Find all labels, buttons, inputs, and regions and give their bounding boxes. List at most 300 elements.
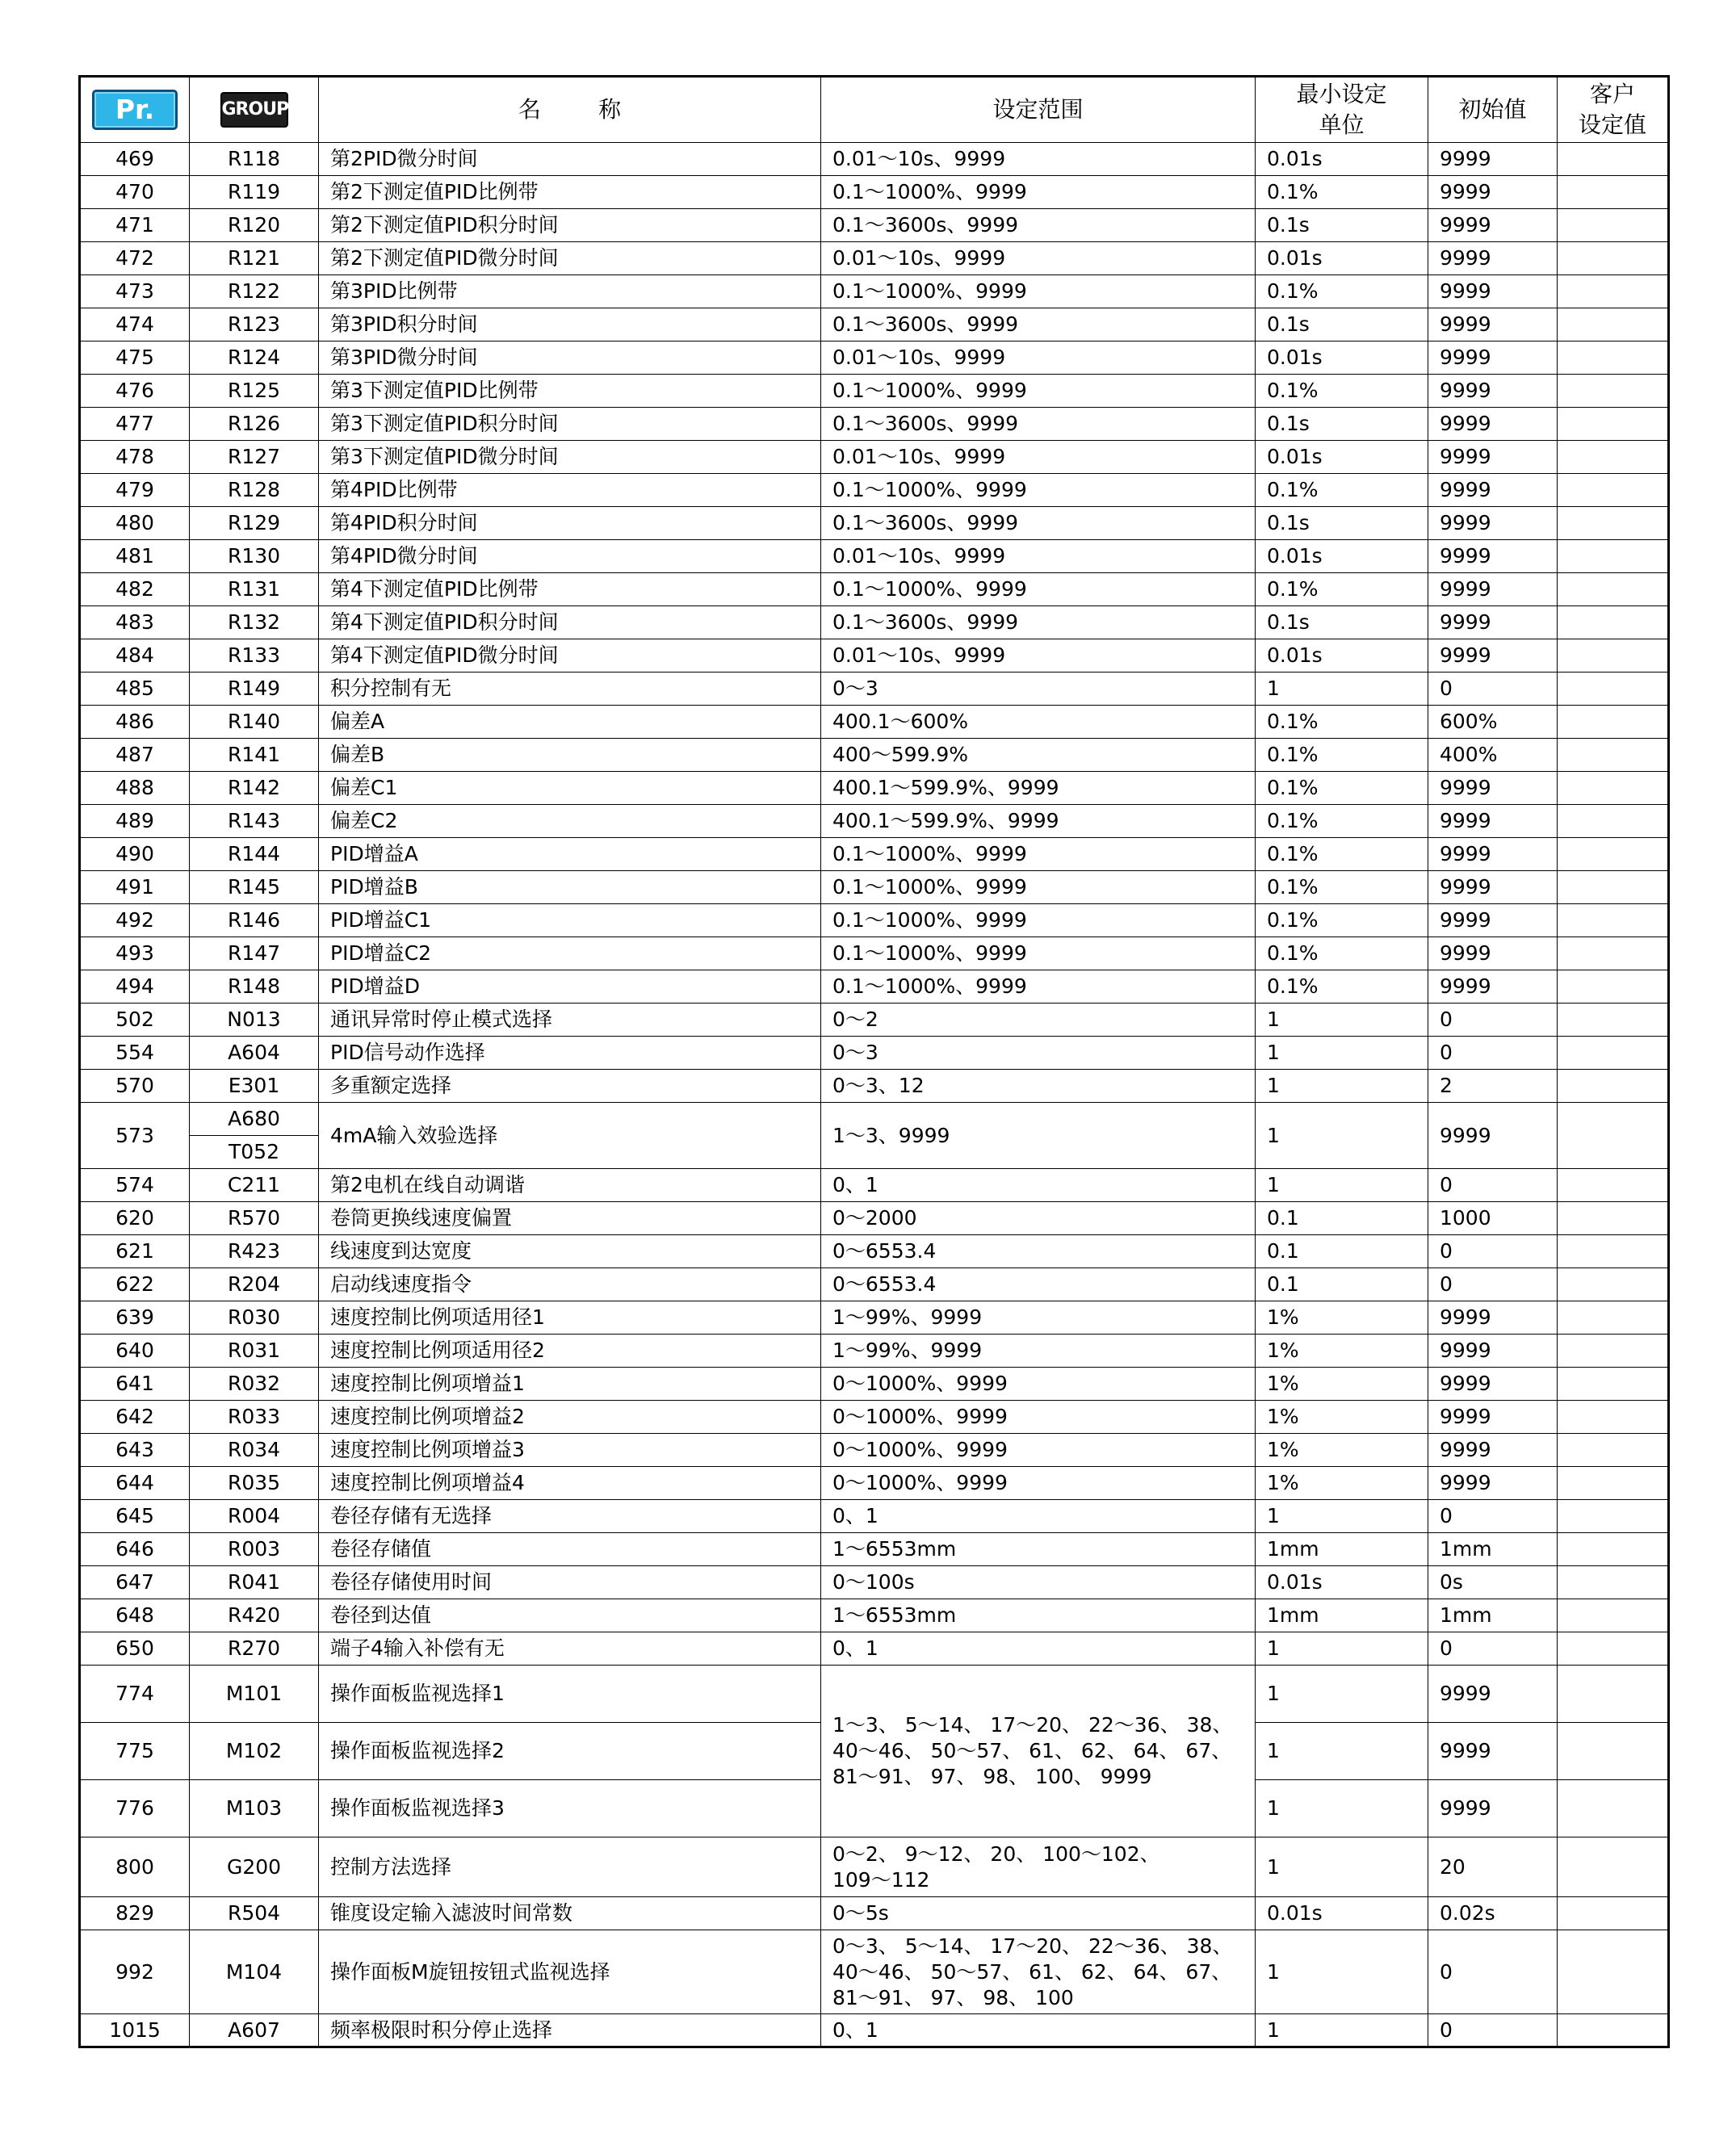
range-cell: 0.1～3600s、9999 xyxy=(821,308,1256,342)
range-cell: 400.1～599.9%、9999 xyxy=(821,772,1256,805)
min-unit-cell: 1 xyxy=(1256,2014,1428,2047)
range-cell: 0～3 xyxy=(821,673,1256,706)
pr-number-cell: 476 xyxy=(80,375,190,408)
customer-value-cell xyxy=(1558,1037,1669,1070)
initial-value-cell: 9999 xyxy=(1428,772,1558,805)
pr-number-cell: 482 xyxy=(80,573,190,606)
group-code-cell: R420 xyxy=(190,1599,319,1632)
group-code-cell: N013 xyxy=(190,1004,319,1037)
name-cell: 第4下测定值PID积分时间 xyxy=(319,606,821,639)
initial-value-cell: 0 xyxy=(1428,2014,1558,2047)
customer-value-cell xyxy=(1558,772,1669,805)
table-row xyxy=(80,1434,1669,1467)
range-line: 0～2、 9～12、 20、 100～102、 xyxy=(832,1842,1160,1866)
range-line: 40～46、 50～57、 61、 62、 64、 67、 xyxy=(832,1959,1232,1984)
table-row xyxy=(80,1930,1669,2014)
group-code-cell: R204 xyxy=(190,1268,319,1301)
name-cell: PID增益B xyxy=(319,871,821,904)
range-cell: 0.1～1000%、9999 xyxy=(821,904,1256,937)
name-cell: PID增益A xyxy=(319,838,821,871)
min-unit-cell: 1 xyxy=(1256,1780,1428,1837)
group-code-cell: R142 xyxy=(190,772,319,805)
range-cell: 0.1～1000%、9999 xyxy=(821,275,1256,308)
min-unit-cell: 0.1s xyxy=(1256,408,1428,441)
table-row xyxy=(80,1004,1669,1037)
min-unit-cell: 1 xyxy=(1256,1837,1428,1897)
range-cell: 0～1000%、9999 xyxy=(821,1368,1256,1401)
min-unit-cell: 1% xyxy=(1256,1434,1428,1467)
customer-value-cell xyxy=(1558,1202,1669,1235)
customer-value-cell xyxy=(1558,242,1669,275)
table-row xyxy=(80,838,1669,871)
customer-value-cell xyxy=(1558,1599,1669,1632)
min-unit-cell: 0.01s xyxy=(1256,639,1428,673)
pr-badge: Pr. xyxy=(92,90,178,130)
initial-value-cell: 0 xyxy=(1428,1004,1558,1037)
name-cell: 第2下测定值PID微分时间 xyxy=(319,242,821,275)
initial-value-cell: 9999 xyxy=(1428,871,1558,904)
customer-value-cell xyxy=(1558,176,1669,209)
group-code-cell: R504 xyxy=(190,1897,319,1930)
range-cell: 0～6553.4 xyxy=(821,1268,1256,1301)
min-unit-cell: 1% xyxy=(1256,1301,1428,1335)
name-cell: 第4PID比例带 xyxy=(319,474,821,507)
pr-number-cell: 475 xyxy=(80,342,190,375)
pr-number-cell: 641 xyxy=(80,1368,190,1401)
initial-value-cell: 9999 xyxy=(1428,1434,1558,1467)
min-unit-cell: 0.1% xyxy=(1256,474,1428,507)
pr-number-cell: 573 xyxy=(80,1103,190,1169)
pr-number-cell: 622 xyxy=(80,1268,190,1301)
customer-value-cell xyxy=(1558,1930,1669,2014)
customer-value-cell xyxy=(1558,441,1669,474)
min-unit-cell: 0.1s xyxy=(1256,606,1428,639)
name-cell: 积分控制有无 xyxy=(319,673,821,706)
table-row xyxy=(80,1037,1669,1070)
group-code-cell: R030 xyxy=(190,1301,319,1335)
group-code-cell: R034 xyxy=(190,1434,319,1467)
group-code-cell: R148 xyxy=(190,970,319,1004)
min-unit-cell: 0.1% xyxy=(1256,970,1428,1004)
min-unit-cell: 1 xyxy=(1256,1930,1428,2014)
range-cell: 0、1 xyxy=(821,1500,1256,1533)
min-unit-cell: 0.1% xyxy=(1256,275,1428,308)
range-cell: 400.1～599.9%、9999 xyxy=(821,805,1256,838)
min-unit-cell: 1 xyxy=(1256,1037,1428,1070)
range-cell: 0～3 xyxy=(821,1037,1256,1070)
initial-value-cell: 400% xyxy=(1428,739,1558,772)
range-cell: 0.1～1000%、9999 xyxy=(821,375,1256,408)
customer-value-cell xyxy=(1558,1301,1669,1335)
range-line: 1～3、 5～14、 17～20、 22～36、 38、 xyxy=(832,1713,1233,1737)
group-code-cell: R147 xyxy=(190,937,319,970)
name-cell: 锥度设定输入滤波时间常数 xyxy=(319,1897,821,1930)
initial-value-cell: 0 xyxy=(1428,1169,1558,1202)
min-unit-cell: 1% xyxy=(1256,1368,1428,1401)
pr-number-cell: 485 xyxy=(80,673,190,706)
customer-value-cell xyxy=(1558,408,1669,441)
group-code-cell: R146 xyxy=(190,904,319,937)
name-cell: 端子4输入补偿有无 xyxy=(319,1632,821,1666)
table-row xyxy=(80,606,1669,639)
customer-value-cell xyxy=(1558,739,1669,772)
range-cell: 1～6553mm xyxy=(821,1599,1256,1632)
pr-number-cell: 992 xyxy=(80,1930,190,2014)
customer-value-cell xyxy=(1558,1837,1669,1897)
range-cell: 400.1～600% xyxy=(821,706,1256,739)
table-row xyxy=(80,1103,1669,1136)
name-cell: 第2电机在线自动调谐 xyxy=(319,1169,821,1202)
range-cell: 0～1000%、9999 xyxy=(821,1467,1256,1500)
name-cell: 第2下测定值PID比例带 xyxy=(319,176,821,209)
group-code-cell: R003 xyxy=(190,1533,319,1566)
range-cell: 0～2000 xyxy=(821,1202,1256,1235)
pr-number-cell: 471 xyxy=(80,209,190,242)
customer-value-cell xyxy=(1558,1103,1669,1169)
range-line: 81～91、 97、 98、 100 xyxy=(832,1985,1074,2009)
min-unit-cell: 1% xyxy=(1256,1401,1428,1434)
initial-value-cell: 9999 xyxy=(1428,1103,1558,1169)
min-unit-cell: 0.01s xyxy=(1256,441,1428,474)
name-cell: 操作面板监视选择1 xyxy=(319,1666,821,1723)
min-unit-cell: 0.1% xyxy=(1256,375,1428,408)
customer-value-cell xyxy=(1558,308,1669,342)
initial-value-cell: 9999 xyxy=(1428,474,1558,507)
initial-value-cell: 9999 xyxy=(1428,606,1558,639)
customer-value-cell xyxy=(1558,1169,1669,1202)
initial-value-cell: 0s xyxy=(1428,1566,1558,1599)
name-cell: 第3下测定值PID微分时间 xyxy=(319,441,821,474)
range-cell: 1～3、9999 xyxy=(821,1103,1256,1169)
initial-value-cell: 9999 xyxy=(1428,242,1558,275)
group-code-cell: R119 xyxy=(190,176,319,209)
name-cell: 第4PID积分时间 xyxy=(319,507,821,540)
initial-value-cell: 9999 xyxy=(1428,1723,1558,1780)
name-cell: 第2PID微分时间 xyxy=(319,143,821,176)
name-cell: 卷径存储使用时间 xyxy=(319,1566,821,1599)
min-unit-cell: 0.1% xyxy=(1256,706,1428,739)
group-code-cell: R122 xyxy=(190,275,319,308)
group-code-cell: R129 xyxy=(190,507,319,540)
parameter-table xyxy=(78,75,1670,2048)
name-cell: 线速度到达宽度 xyxy=(319,1235,821,1268)
range-cell: 0.1～3600s、9999 xyxy=(821,507,1256,540)
customer-value-cell xyxy=(1558,209,1669,242)
pr-number-cell: 829 xyxy=(80,1897,190,1930)
min-unit-cell: 1 xyxy=(1256,673,1428,706)
min-unit-cell: 1mm xyxy=(1256,1599,1428,1632)
pr-number-cell: 650 xyxy=(80,1632,190,1666)
name-cell: 偏差C1 xyxy=(319,772,821,805)
pr-number-cell: 473 xyxy=(80,275,190,308)
range-line: 81～91、 97、 98、 100、 9999 xyxy=(832,1765,1152,1788)
table-body xyxy=(80,143,1669,2047)
initial-value-cell: 9999 xyxy=(1428,970,1558,1004)
table-row xyxy=(80,275,1669,308)
customer-value-cell xyxy=(1558,1632,1669,1666)
pr-number-cell: 491 xyxy=(80,871,190,904)
initial-value-cell: 0.02s xyxy=(1428,1897,1558,1930)
name-cell: 卷径存储有无选择 xyxy=(319,1500,821,1533)
customer-value-cell xyxy=(1558,1723,1669,1780)
initial-value-cell: 9999 xyxy=(1428,441,1558,474)
group-code-cell: R128 xyxy=(190,474,319,507)
pr-number-cell: 570 xyxy=(80,1070,190,1103)
initial-value-cell: 9999 xyxy=(1428,1780,1558,1837)
pr-number-cell: 574 xyxy=(80,1169,190,1202)
group-code-cell: A680 xyxy=(190,1103,319,1136)
customer-value-cell xyxy=(1558,673,1669,706)
initial-value-cell: 9999 xyxy=(1428,1368,1558,1401)
range-cell: 0.1～1000%、9999 xyxy=(821,937,1256,970)
group-code-cell: R144 xyxy=(190,838,319,871)
header-customer-line1: 客户 xyxy=(1589,81,1635,107)
header-pr xyxy=(80,77,190,143)
table-row xyxy=(80,1301,1669,1335)
range-cell: 0.1～1000%、9999 xyxy=(821,176,1256,209)
pr-number-cell: 776 xyxy=(80,1780,190,1837)
range-cell: 0.1～1000%、9999 xyxy=(821,573,1256,606)
min-unit-cell: 1 xyxy=(1256,1632,1428,1666)
min-unit-cell: 1 xyxy=(1256,1500,1428,1533)
name-cell: 操作面板M旋钮按钮式监视选择 xyxy=(319,1930,821,2014)
customer-value-cell xyxy=(1558,143,1669,176)
range-cell: 0.1～1000%、9999 xyxy=(821,474,1256,507)
range-cell: 0、1 xyxy=(821,1632,1256,1666)
pr-number-cell: 490 xyxy=(80,838,190,871)
table-row xyxy=(80,242,1669,275)
table-row xyxy=(80,1368,1669,1401)
table-row xyxy=(80,1070,1669,1103)
table-row xyxy=(80,805,1669,838)
name-cell: 卷径到达值 xyxy=(319,1599,821,1632)
name-cell: 4mA输入效验选择 xyxy=(319,1103,821,1169)
min-unit-cell: 0.1 xyxy=(1256,1202,1428,1235)
header-customer-line2: 设定值 xyxy=(1578,111,1646,138)
pr-number-cell: 486 xyxy=(80,706,190,739)
range-cell: 0.1～1000%、9999 xyxy=(821,871,1256,904)
initial-value-cell: 0 xyxy=(1428,1632,1558,1666)
group-code-cell: R124 xyxy=(190,342,319,375)
header-name: 名 称 xyxy=(319,77,821,143)
group-badge: GROUP xyxy=(220,92,288,128)
group-code-cell: R145 xyxy=(190,871,319,904)
group-code-cell: A607 xyxy=(190,2014,319,2047)
table-row xyxy=(80,375,1669,408)
pr-number-cell: 472 xyxy=(80,242,190,275)
initial-value-cell: 9999 xyxy=(1428,375,1558,408)
range-cell: 1～99%、9999 xyxy=(821,1301,1256,1335)
group-code-cell: R131 xyxy=(190,573,319,606)
table-row xyxy=(80,1169,1669,1202)
range-cell: 0.01～10s、9999 xyxy=(821,540,1256,573)
min-unit-cell: 1mm xyxy=(1256,1533,1428,1566)
table-row xyxy=(80,1837,1669,1897)
customer-value-cell xyxy=(1558,606,1669,639)
range-cell: 0.01～10s、9999 xyxy=(821,441,1256,474)
name-cell: PID增益C1 xyxy=(319,904,821,937)
table-row xyxy=(80,1268,1669,1301)
customer-value-cell xyxy=(1558,904,1669,937)
customer-value-cell xyxy=(1558,1467,1669,1500)
name-cell: PID增益D xyxy=(319,970,821,1004)
pr-number-cell: 483 xyxy=(80,606,190,639)
table-row xyxy=(80,1533,1669,1566)
range-line: 0～3、 5～14、 17～20、 22～36、 38、 xyxy=(832,1934,1233,1958)
group-code-cell: R032 xyxy=(190,1368,319,1401)
pr-number-cell: 481 xyxy=(80,540,190,573)
min-unit-cell: 1% xyxy=(1256,1335,1428,1368)
table-row xyxy=(80,573,1669,606)
range-cell: 0～1000%、9999 xyxy=(821,1401,1256,1434)
range-line: 109～112 xyxy=(832,1867,930,1892)
initial-value-cell: 0 xyxy=(1428,673,1558,706)
group-code-cell: R004 xyxy=(190,1500,319,1533)
name-cell: 速度控制比例项适用径2 xyxy=(319,1335,821,1368)
customer-value-cell xyxy=(1558,275,1669,308)
group-code-cell: T052 xyxy=(190,1136,319,1169)
initial-value-cell: 9999 xyxy=(1428,1666,1558,1723)
header-min-unit-line1: 最小设定 xyxy=(1296,81,1387,107)
table-row xyxy=(80,342,1669,375)
initial-value-cell: 1mm xyxy=(1428,1599,1558,1632)
pr-number-cell: 480 xyxy=(80,507,190,540)
initial-value-cell: 600% xyxy=(1428,706,1558,739)
initial-value-cell: 9999 xyxy=(1428,573,1558,606)
name-cell: 第3PID积分时间 xyxy=(319,308,821,342)
name-cell: 第4下测定值PID比例带 xyxy=(319,573,821,606)
range-cell: 0～5s xyxy=(821,1897,1256,1930)
name-cell: 速度控制比例项增益3 xyxy=(319,1434,821,1467)
initial-value-cell: 9999 xyxy=(1428,143,1558,176)
group-code-cell: R132 xyxy=(190,606,319,639)
name-cell: 操作面板监视选择3 xyxy=(319,1780,821,1837)
min-unit-cell: 0.1% xyxy=(1256,573,1428,606)
table-row xyxy=(80,1500,1669,1533)
initial-value-cell: 0 xyxy=(1428,1500,1558,1533)
group-code-cell: C211 xyxy=(190,1169,319,1202)
name-cell: 第3下测定值PID比例带 xyxy=(319,375,821,408)
pr-number-cell: 487 xyxy=(80,739,190,772)
table-row xyxy=(80,441,1669,474)
pr-number-cell: 640 xyxy=(80,1335,190,1368)
pr-number-cell: 639 xyxy=(80,1301,190,1335)
min-unit-cell: 1 xyxy=(1256,1666,1428,1723)
range-cell: 0.01～10s、9999 xyxy=(821,639,1256,673)
table-row xyxy=(80,1467,1669,1500)
range-cell: 0.01～10s、9999 xyxy=(821,143,1256,176)
initial-value-cell: 0 xyxy=(1428,1930,1558,2014)
initial-value-cell: 0 xyxy=(1428,1235,1558,1268)
pr-number-cell: 493 xyxy=(80,937,190,970)
initial-value-cell: 9999 xyxy=(1428,838,1558,871)
customer-value-cell xyxy=(1558,1335,1669,1368)
pr-number-cell: 644 xyxy=(80,1467,190,1500)
header-min-unit xyxy=(1256,77,1428,143)
name-cell: PID增益C2 xyxy=(319,937,821,970)
table-row xyxy=(80,1401,1669,1434)
customer-value-cell xyxy=(1558,507,1669,540)
pr-number-cell: 646 xyxy=(80,1533,190,1566)
name-cell: 第3下测定值PID积分时间 xyxy=(319,408,821,441)
name-cell: 卷筒更换线速度偏置 xyxy=(319,1202,821,1235)
table-row xyxy=(80,673,1669,706)
table-row xyxy=(80,474,1669,507)
initial-value-cell: 9999 xyxy=(1428,275,1558,308)
pr-number-cell: 554 xyxy=(80,1037,190,1070)
table-row xyxy=(80,1666,1669,1723)
name-cell: 控制方法选择 xyxy=(319,1837,821,1897)
pr-number-cell: 643 xyxy=(80,1434,190,1467)
initial-value-cell: 1mm xyxy=(1428,1533,1558,1566)
table-row xyxy=(80,176,1669,209)
name-cell: 第3PID比例带 xyxy=(319,275,821,308)
initial-value-cell: 9999 xyxy=(1428,639,1558,673)
table-row xyxy=(80,639,1669,673)
range-cell: 0～1000%、9999 xyxy=(821,1434,1256,1467)
table-row xyxy=(80,1202,1669,1235)
table-row xyxy=(80,1599,1669,1632)
customer-value-cell xyxy=(1558,2014,1669,2047)
customer-value-cell xyxy=(1558,1004,1669,1037)
name-cell: 启动线速度指令 xyxy=(319,1268,821,1301)
group-code-cell: R118 xyxy=(190,143,319,176)
table-row xyxy=(80,143,1669,176)
customer-value-cell xyxy=(1558,1533,1669,1566)
pr-number-cell: 774 xyxy=(80,1666,190,1723)
range-cell: 0～3、12 xyxy=(821,1070,1256,1103)
group-code-cell: R133 xyxy=(190,639,319,673)
name-cell: 第2下测定值PID积分时间 xyxy=(319,209,821,242)
table-row xyxy=(80,1897,1669,1930)
group-code-cell: R035 xyxy=(190,1467,319,1500)
min-unit-cell: 0.1% xyxy=(1256,871,1428,904)
min-unit-cell: 1 xyxy=(1256,1070,1428,1103)
customer-value-cell xyxy=(1558,474,1669,507)
name-cell: 偏差B xyxy=(319,739,821,772)
min-unit-cell: 0.01s xyxy=(1256,540,1428,573)
pr-number-cell: 479 xyxy=(80,474,190,507)
header-row xyxy=(80,77,1669,143)
initial-value-cell: 9999 xyxy=(1428,176,1558,209)
name-cell: 第3PID微分时间 xyxy=(319,342,821,375)
pr-number-cell: 478 xyxy=(80,441,190,474)
pr-number-cell: 494 xyxy=(80,970,190,1004)
group-code-cell: R033 xyxy=(190,1401,319,1434)
min-unit-cell: 0.1 xyxy=(1256,1268,1428,1301)
min-unit-cell: 0.1% xyxy=(1256,176,1428,209)
customer-value-cell xyxy=(1558,1897,1669,1930)
name-cell: 多重额定选择 xyxy=(319,1070,821,1103)
name-cell: 卷径存储值 xyxy=(319,1533,821,1566)
pr-number-cell: 484 xyxy=(80,639,190,673)
min-unit-cell: 0.1% xyxy=(1256,904,1428,937)
table-row xyxy=(80,904,1669,937)
name-cell: 第4下测定值PID微分时间 xyxy=(319,639,821,673)
initial-value-cell: 9999 xyxy=(1428,1401,1558,1434)
table-row xyxy=(80,507,1669,540)
group-code-cell: R570 xyxy=(190,1202,319,1235)
name-cell: 速度控制比例项增益1 xyxy=(319,1368,821,1401)
initial-value-cell: 9999 xyxy=(1428,507,1558,540)
range-cell: 0.1～3600s、9999 xyxy=(821,408,1256,441)
range-cell xyxy=(821,1666,1256,1837)
customer-value-cell xyxy=(1558,805,1669,838)
initial-value-cell: 9999 xyxy=(1428,1301,1558,1335)
pr-number-cell: 502 xyxy=(80,1004,190,1037)
min-unit-cell: 0.1% xyxy=(1256,739,1428,772)
name-cell: 频率极限时积分停止选择 xyxy=(319,2014,821,2047)
